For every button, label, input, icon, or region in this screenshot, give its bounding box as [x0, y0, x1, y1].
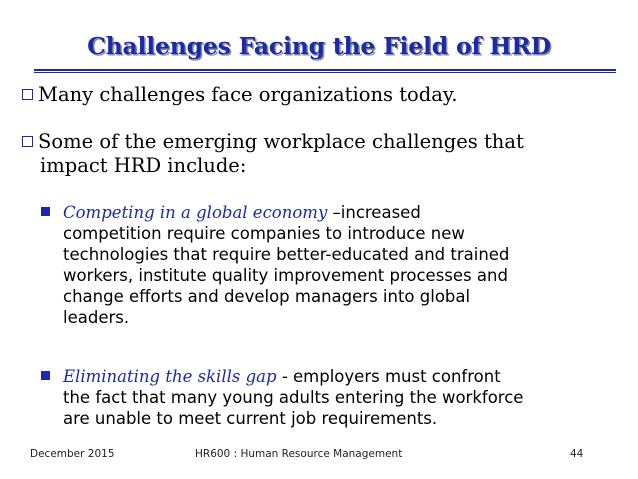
sub-bullet-2-line: are unable to meet current job requirements.: [63, 409, 438, 428]
sub-bullet-1-line: leaders.: [63, 308, 130, 327]
sub-bullet-1-emphasis: Competing in a global economy: [63, 203, 328, 222]
filled-square-icon: [41, 207, 50, 216]
footer-course: HR600 : Human Resource Management: [195, 448, 403, 460]
bullet-2: [22, 130, 524, 178]
sub-bullet-1: [41, 202, 611, 328]
hollow-square-icon: [22, 136, 33, 147]
sub-bullet-1-rest: –increased: [327, 203, 421, 222]
slide-title: Challenges Facing the Field of HRD: [87, 32, 551, 60]
sub-bullet-2-line: the fact that many young adults entering the workforce: [63, 388, 524, 407]
bullet-2-line-2: impact HRD include:: [40, 154, 247, 177]
hollow-square-icon: [22, 89, 33, 100]
bullet-1-text: Many challenges face organizations today.: [38, 83, 458, 106]
sub-bullet-1-line: competition require companies to introduce new: [63, 224, 465, 243]
sub-bullet-1-line: technologies that require better-educated and trained: [63, 245, 510, 264]
bullet-1: [22, 83, 458, 107]
footer-page-number: 44: [570, 448, 584, 460]
title-divider-thin: [34, 72, 616, 73]
footer-date: December 2015: [30, 448, 115, 460]
sub-bullet-1-first-line: [41, 202, 611, 223]
sub-bullet-1-line: change efforts and develop managers into global: [63, 287, 471, 306]
sub-bullet-2-first-line: [41, 366, 611, 387]
sub-bullet-2: [41, 366, 611, 429]
sub-bullet-1-line: workers, institute quality improvement processes and: [63, 266, 508, 285]
sub-bullet-2-emphasis: Eliminating the skills gap: [63, 367, 277, 386]
filled-square-icon: [41, 371, 50, 380]
sub-bullet-2-rest: - employers must confront: [276, 367, 501, 386]
title-divider: [34, 69, 616, 71]
bullet-2-line-1: Some of the emerging workplace challenges that: [38, 130, 524, 153]
